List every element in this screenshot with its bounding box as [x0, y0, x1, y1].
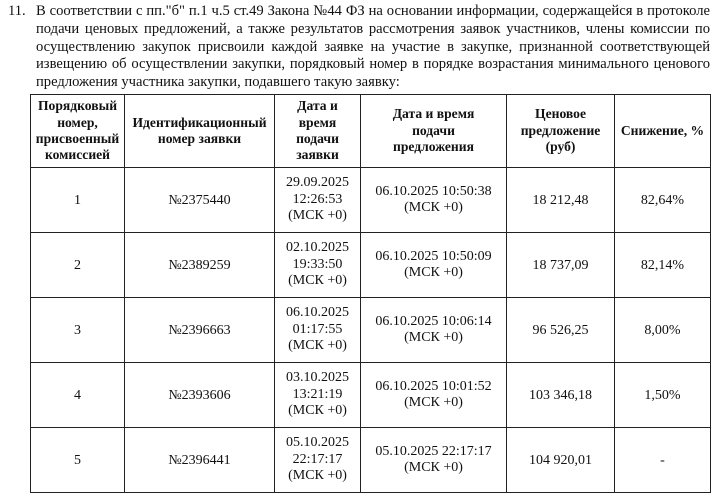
table-row	[31, 428, 711, 493]
header-submit-time: Дата и время подачи заявки	[275, 95, 361, 168]
cell-order: 3	[31, 298, 125, 363]
cell-drop: 82,14%	[615, 233, 711, 298]
cell-price: 18 737,09	[507, 233, 615, 298]
cell-order: 1	[31, 168, 125, 233]
header-id: Идентификационный номер заявки	[125, 95, 275, 168]
cell-id: №2396441	[125, 428, 275, 493]
cell-id: №2389259	[125, 233, 275, 298]
cell-offer-time: 05.10.2025 22:17:17 (МСК +0)	[361, 428, 507, 493]
paragraph-line: извещению об осуществлении закупки, порядковый номер в порядке возрастания минимального ценового	[36, 56, 710, 73]
cell-drop: 8,00%	[615, 298, 711, 363]
header-drop: Снижение, %	[615, 95, 711, 168]
paragraph-line: предложения участника закупки, подавшего такую заявку:	[36, 74, 400, 91]
cell-price: 103 346,18	[507, 363, 615, 428]
header-offer-time: Дата и время подачи предложения	[361, 95, 507, 168]
cell-price: 18 212,48	[507, 168, 615, 233]
cell-submit-time: 06.10.2025 01:17:55 (МСК +0)	[275, 298, 361, 363]
header-order: Порядковый номер, присвоенный комиссией	[31, 95, 125, 168]
cell-offer-time: 06.10.2025 10:06:14 (МСК +0)	[361, 298, 507, 363]
header-price: Ценовое предложение (руб)	[507, 95, 615, 168]
table-row	[31, 363, 711, 428]
cell-order: 2	[31, 233, 125, 298]
cell-submit-time: 05.10.2025 22:17:17 (МСК +0)	[275, 428, 361, 493]
cell-submit-time: 03.10.2025 13:21:19 (МСК +0)	[275, 363, 361, 428]
results-table	[30, 94, 711, 493]
paragraph-line: 11. В соответствии с пп."б" п.1 ч.5 ст.49 Закона №44 ФЗ на основании информации, содержащейся в протоколе	[8, 3, 710, 19]
paragraph-11	[8, 3, 710, 92]
table-row	[31, 168, 711, 233]
table-header-row	[31, 95, 711, 168]
cell-drop: -	[615, 428, 711, 493]
cell-submit-time: 29.09.2025 12:26:53 (МСК +0)	[275, 168, 361, 233]
cell-id: №2393606	[125, 363, 275, 428]
cell-order: 5	[31, 428, 125, 493]
paragraph-line: подачи ценовых предложений, а также результатов рассмотрения заявок участников, члены комиссии по	[36, 20, 710, 37]
cell-offer-time: 06.10.2025 10:50:38 (МСК +0)	[361, 168, 507, 233]
cell-drop: 1,50%	[615, 363, 711, 428]
cell-drop: 82,64%	[615, 168, 711, 233]
cell-offer-time: 06.10.2025 10:01:52 (МСК +0)	[361, 363, 507, 428]
paragraph-number: 11.	[8, 3, 26, 19]
cell-order: 4	[31, 363, 125, 428]
table-row	[31, 233, 711, 298]
cell-submit-time: 02.10.2025 19:33:50 (МСК +0)	[275, 233, 361, 298]
cell-id: №2396663	[125, 298, 275, 363]
cell-offer-time: 06.10.2025 10:50:09 (МСК +0)	[361, 233, 507, 298]
cell-id: №2375440	[125, 168, 275, 233]
table-row	[31, 298, 711, 363]
cell-price: 96 526,25	[507, 298, 615, 363]
cell-price: 104 920,01	[507, 428, 615, 493]
paragraph-line: осуществлению закупок присвоили каждой заявке на участие в закупке, признанной соответствующей	[36, 38, 710, 55]
